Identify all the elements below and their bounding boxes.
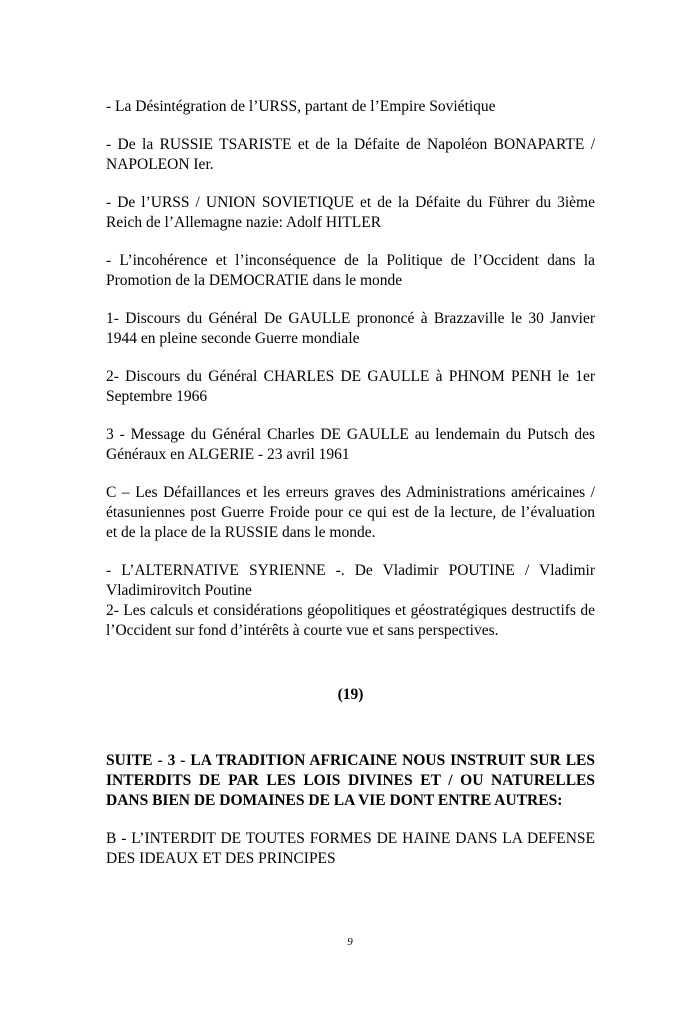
paragraph-occident-democratie: - L’incohérence et l’inconséquence de la Politique de l’Occident dans la Promotion de la DEMOCRATIE dans le monde: [106, 252, 595, 289]
paragraph-russie-tsariste: - De la RUSSIE TSARISTE et de la Défaite de Napoléon BONAPARTE / NAPOLEON Ier.: [106, 136, 595, 173]
paragraph-urss-hitler: - De l’URSS / UNION SOVIETIQUE et de la Défaite du Führer du 3ième Reich de l’Allemagne nazie: Adolf HITLER: [106, 194, 595, 231]
section-subheading: B - L’INTERDIT DE TOUTES FORMES DE HAINE DANS LA DEFENSE DES IDEAUX ET DES PRINCIPES: [106, 830, 595, 867]
text-column: [106, 97, 595, 869]
page-number: 9: [347, 936, 353, 948]
section-heading: SUITE - 3 - LA TRADITION AFRICAINE NOUS INSTRUIT SUR LES INTERDITS DE PAR LES LOIS DIVINES ET / OU NATURELLES DANS BIEN DE DOMAINES DE LA VIE DONT ENTRE AUTRES:: [106, 752, 595, 809]
paragraph-phnom-penh: 2- Discours du Général CHARLES DE GAULLE à PHNOM PENH le 1er Septembre 1966: [106, 368, 595, 405]
paragraph-defaillances: C – Les Défaillances et les erreurs graves des Administrations américaines / étasuniennes post Guerre Froide pour ce qui est de la lecture, de l’évaluation et de la place de la RUSSIE dans le monde.: [106, 484, 595, 541]
paragraph-brazzaville: 1- Discours du Général De GAULLE prononcé à Brazzaville le 30 Janvier 1944 en pleine seconde Guerre mondiale: [106, 310, 595, 347]
paragraph-alternative-syrienne: - L’ALTERNATIVE SYRIENNE -. De Vladimir POUTINE / Vladimir Vladimirovitch Poutine: [106, 562, 595, 599]
paragraph-urss-disintegration: - La Désintégration de l’URSS, partant de l’Empire Soviétique: [106, 98, 496, 115]
paragraph-algerie: 3 - Message du Général Charles DE GAULLE au lendemain du Putsch des Généraux en ALGERIE - 23 avril 1961: [106, 426, 595, 463]
paragraph-calculs: 2- Les calculs et considérations géopolitiques et géostratégiques destructifs de l’Occident sur fond d’intérêts à courte vue et sans perspectives.: [106, 602, 595, 639]
section-number: (19): [337, 686, 364, 703]
